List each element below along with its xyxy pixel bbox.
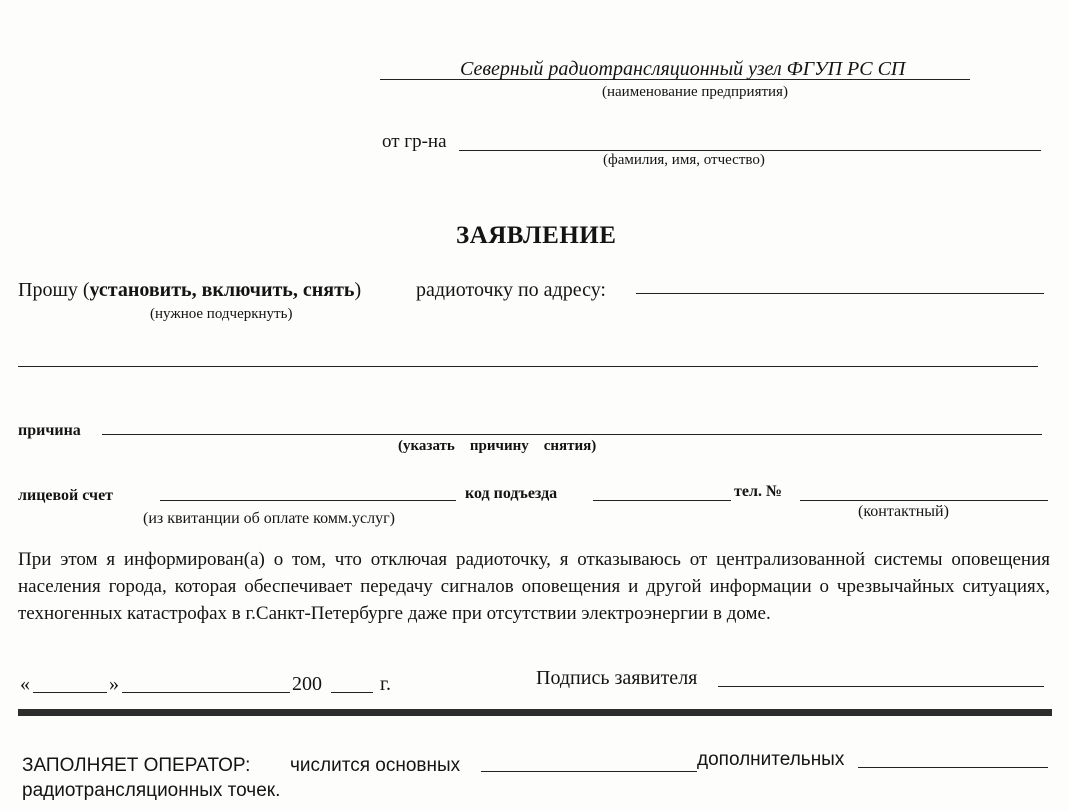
account-caption: (из квитанции об оплате комм.услуг) bbox=[143, 510, 395, 527]
account-label: лицевой счет bbox=[18, 487, 114, 504]
operator-divider bbox=[18, 709, 1052, 716]
main-points-field[interactable] bbox=[481, 771, 697, 772]
org-name: Северный радиотрансляционный узел ФГУП РС СП bbox=[460, 58, 906, 80]
date-year-suffix: г. bbox=[380, 673, 391, 695]
reason-label: причина bbox=[18, 422, 81, 439]
date-day-field[interactable] bbox=[33, 692, 107, 693]
entrance-label: код подъезда bbox=[465, 485, 558, 502]
address-field[interactable] bbox=[636, 293, 1044, 294]
address-label: радиоточку по адресу: bbox=[416, 279, 606, 301]
page-title: ЗАЯВЛЕНИЕ bbox=[456, 222, 617, 249]
address-field-continued[interactable] bbox=[18, 366, 1038, 367]
reason-field[interactable] bbox=[102, 434, 1042, 435]
entrance-code-field[interactable] bbox=[593, 500, 731, 501]
date-month-field[interactable] bbox=[122, 692, 290, 693]
request-suffix: ) bbox=[354, 279, 362, 301]
options-caption: (нужное подчеркнуть) bbox=[150, 306, 293, 322]
operator-points-label: радиотрансляционных точек. bbox=[22, 780, 281, 801]
signature-label: Подпись заявителя bbox=[536, 667, 698, 689]
from-label: от гр-на bbox=[382, 131, 447, 152]
request-options[interactable]: установить, включить, снять bbox=[89, 279, 355, 301]
request-prefix: Прошу ( bbox=[18, 279, 90, 301]
notice-paragraph: При этом я информирован(а) о том, что отключая радиоточку, я отказываюсь от централизованной системы оповещения населения города, которая обеспечивает передачу сигналов оповещения и другой информации о чрезвычайных ситуациях, техногенных катастрофах в г.Санкт-Петербурге даже при отсутствии электроэнергии в доме. bbox=[18, 549, 1050, 624]
reason-caption: (указать причину снятия) bbox=[398, 438, 597, 454]
phone-label: тел. № bbox=[734, 483, 783, 500]
date-year-prefix: 200 bbox=[292, 673, 322, 695]
account-field[interactable] bbox=[160, 500, 456, 501]
extra-points-field[interactable] bbox=[858, 767, 1048, 768]
org-caption: (наименование предприятия) bbox=[602, 84, 788, 100]
applicant-name-field[interactable] bbox=[459, 150, 1041, 151]
from-caption: (фамилия, имя, отчество) bbox=[603, 152, 765, 168]
phone-field[interactable] bbox=[800, 500, 1048, 501]
date-close-quote: » bbox=[109, 673, 119, 695]
phone-caption: (контактный) bbox=[858, 503, 949, 520]
operator-extra-label: дополнительных bbox=[697, 749, 845, 770]
date-year-field[interactable] bbox=[331, 692, 373, 693]
operator-main-label: числится основных bbox=[290, 755, 461, 776]
request-line bbox=[18, 279, 361, 302]
signature-field[interactable] bbox=[718, 686, 1044, 687]
date-open-quote: « bbox=[20, 673, 30, 695]
operator-label: ЗАПОЛНЯЕТ ОПЕРАТОР: bbox=[22, 755, 251, 776]
